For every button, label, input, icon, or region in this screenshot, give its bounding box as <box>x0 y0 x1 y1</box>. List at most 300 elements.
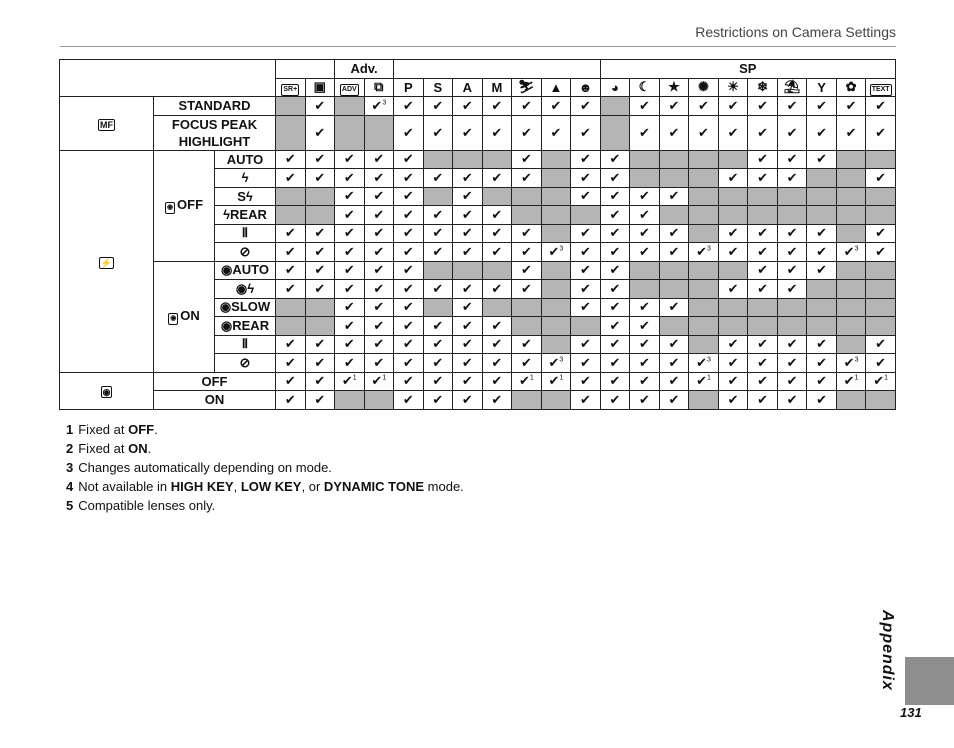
check-icon: ✔ <box>550 124 562 140</box>
check-icon: ✔ <box>461 206 473 222</box>
table-row <box>60 115 896 150</box>
unavailable-cell <box>305 187 335 206</box>
check-icon: ✔ <box>816 124 828 140</box>
available-cell <box>630 372 660 391</box>
check-icon: ✔ <box>757 336 768 352</box>
available-cell <box>836 372 866 391</box>
check-icon: ✔ <box>402 336 414 352</box>
snow-icon-glyph: ❄ <box>757 79 768 95</box>
available-cell <box>276 224 306 243</box>
check-icon: ✔ <box>284 225 296 241</box>
check-icon: ✔ <box>461 299 473 315</box>
check-icon: ✔ <box>373 243 385 259</box>
unavailable-cell <box>305 298 335 317</box>
check-icon: ✔ <box>314 169 326 185</box>
flash-mode-label: ◉AUTO <box>215 261 276 280</box>
check-icon: ✔ <box>639 299 650 315</box>
available-cell <box>600 317 630 336</box>
available-cell <box>571 335 601 354</box>
check-icon: ✔ <box>816 373 828 389</box>
check-icon: ✔ <box>343 151 355 167</box>
check-icon: ✔ <box>402 299 414 315</box>
check-icon: ✔ <box>786 169 798 185</box>
available-cell <box>777 115 807 150</box>
night-icon-glyph: ☾ <box>638 79 651 95</box>
check-icon: ✔ <box>373 206 385 222</box>
restrictions-table <box>59 59 896 410</box>
available-cell <box>689 115 719 150</box>
available-cell <box>777 280 807 299</box>
adv-icon <box>335 78 365 97</box>
sunset-icon-glyph: ☀ <box>727 79 739 95</box>
check-icon: ✔ <box>461 391 473 407</box>
check-icon: ✔ <box>609 354 621 370</box>
available-cell <box>453 97 483 116</box>
available-cell <box>394 317 424 336</box>
available-cell <box>364 372 394 391</box>
check-icon: ✔$^1$ <box>843 373 859 389</box>
available-cell <box>807 391 837 410</box>
unavailable-cell <box>777 206 807 225</box>
check-icon: ✔ <box>668 299 680 315</box>
available-cell <box>630 391 660 410</box>
available-cell <box>689 372 719 391</box>
check-icon: ✔ <box>668 243 680 259</box>
check-icon: ✔ <box>668 391 680 407</box>
available-cell <box>718 115 748 150</box>
available-cell <box>718 224 748 243</box>
flash-mode-label: ◉ϟ <box>215 280 276 299</box>
available-cell <box>335 298 365 317</box>
available-cell <box>453 335 483 354</box>
available-cell <box>689 97 719 116</box>
unavailable-cell <box>836 224 866 243</box>
available-cell <box>394 298 424 317</box>
check-icon: ✔ <box>491 225 503 241</box>
check-icon: ✔ <box>402 373 414 389</box>
check-icon: ✔$^1$ <box>873 373 889 389</box>
unavailable-cell <box>541 280 571 299</box>
unavailable-cell <box>482 298 512 317</box>
unavailable-cell <box>659 150 689 169</box>
footnote-bold: LOW KEY <box>240 479 302 494</box>
available-cell <box>423 317 453 336</box>
available-cell <box>453 243 483 262</box>
check-icon: ✔$^3$ <box>843 243 859 259</box>
available-cell <box>276 391 306 410</box>
check-icon: ✔ <box>461 188 473 204</box>
check-icon: ✔ <box>579 225 591 241</box>
available-cell <box>630 187 660 206</box>
check-icon: ✔ <box>757 243 768 259</box>
check-icon: ✔ <box>639 317 650 333</box>
available-cell <box>364 335 394 354</box>
available-cell <box>394 243 424 262</box>
check-icon: ✔ <box>609 262 621 278</box>
check-icon: ✔ <box>816 151 828 167</box>
check-icon: ✔ <box>491 317 503 333</box>
available-cell <box>453 372 483 391</box>
footnotes <box>66 420 464 515</box>
unavailable-cell <box>689 391 719 410</box>
unavailable-cell <box>807 187 837 206</box>
camera-icon-glyph: ▣ <box>313 79 326 95</box>
check-icon: ✔ <box>520 336 532 352</box>
check-icon: ✔ <box>609 206 621 222</box>
available-cell <box>335 261 365 280</box>
check-icon: ✔ <box>727 225 739 241</box>
check-icon: ✔ <box>520 169 532 185</box>
check-icon: ✔ <box>284 151 296 167</box>
red-eye-icon: ◉ <box>168 313 178 325</box>
portrait-icon <box>571 78 601 97</box>
available-cell <box>571 150 601 169</box>
check-icon: ✔ <box>579 124 591 140</box>
check-icon: ✔ <box>373 299 385 315</box>
available-cell <box>364 243 394 262</box>
available-cell <box>748 372 778 391</box>
beach-icon-glyph: ⛱ <box>783 79 801 95</box>
check-icon: ✔ <box>343 299 355 315</box>
footnote-text: . <box>154 422 158 437</box>
available-cell <box>305 169 335 188</box>
available-cell <box>748 354 778 373</box>
available-cell <box>807 97 837 116</box>
check-icon: ✔ <box>727 280 739 296</box>
check-icon: ✔ <box>668 336 680 352</box>
available-cell <box>571 187 601 206</box>
page-header: Restrictions on Camera Settings <box>695 24 896 40</box>
check-icon: ✔ <box>786 280 798 296</box>
check-icon: ✔ <box>314 225 326 241</box>
check-icon: ✔$^3$ <box>843 354 859 370</box>
available-cell <box>630 354 660 373</box>
check-icon: ✔ <box>520 124 532 140</box>
night-icon <box>630 78 660 97</box>
available-cell <box>866 372 896 391</box>
available-cell <box>394 372 424 391</box>
available-cell <box>600 243 630 262</box>
available-cell <box>571 243 601 262</box>
unavailable-cell <box>276 97 306 116</box>
footnote-number: 2 <box>66 441 74 456</box>
unavailable-cell <box>512 391 542 410</box>
footnote <box>66 420 464 439</box>
check-icon: ✔ <box>757 151 768 167</box>
unavailable-cell <box>423 150 453 169</box>
check-icon: ✔ <box>432 206 444 222</box>
check-icon: ✔ <box>314 336 326 352</box>
available-cell <box>394 354 424 373</box>
row-label: STANDARD <box>154 97 276 116</box>
available-cell <box>807 261 837 280</box>
unavailable-cell <box>630 261 660 280</box>
unavailable-cell <box>689 224 719 243</box>
check-icon: ✔$^1$ <box>341 373 357 389</box>
available-cell <box>482 372 512 391</box>
check-icon: ✔ <box>491 280 503 296</box>
unavailable-cell <box>541 261 571 280</box>
check-icon: ✔ <box>373 280 385 296</box>
night-tripod-icon-glyph: ★ <box>668 79 680 95</box>
footnote-ref: 3 <box>559 356 564 364</box>
unavailable-cell <box>423 261 453 280</box>
available-cell <box>512 169 542 188</box>
check-icon: ✔ <box>639 97 650 113</box>
available-cell <box>836 354 866 373</box>
check-icon: ✔ <box>757 391 768 407</box>
available-cell <box>600 187 630 206</box>
check-icon: ✔ <box>520 243 532 259</box>
available-cell <box>541 372 571 391</box>
check-icon: ✔ <box>579 373 591 389</box>
available-cell <box>394 150 424 169</box>
check-icon: ✔ <box>461 225 473 241</box>
check-icon: ✔ <box>639 354 650 370</box>
available-cell <box>276 169 306 188</box>
check-icon: ✔ <box>284 336 296 352</box>
available-cell <box>866 97 896 116</box>
available-cell <box>600 224 630 243</box>
check-icon: ✔ <box>520 262 532 278</box>
check-icon: ✔ <box>668 373 680 389</box>
check-icon: ✔ <box>520 151 532 167</box>
footnote-ref: 1 <box>884 374 889 382</box>
available-cell <box>777 97 807 116</box>
available-cell <box>866 224 896 243</box>
available-cell <box>689 243 719 262</box>
header-blank <box>276 60 335 79</box>
footnote-bold: DYNAMIC TONE <box>323 479 425 494</box>
available-cell <box>364 280 394 299</box>
unavailable-cell <box>276 206 306 225</box>
unavailable-cell <box>659 317 689 336</box>
available-cell <box>748 224 778 243</box>
portrait-enhance-icon-glyph: ◕ <box>611 79 619 95</box>
check-icon: ✔ <box>757 97 768 113</box>
check-icon: ✔ <box>491 243 503 259</box>
available-cell <box>305 372 335 391</box>
check-icon: ✔ <box>520 225 532 241</box>
check-icon: ✔$^1$ <box>696 373 711 389</box>
available-cell <box>659 187 689 206</box>
footnote-ref: 3 <box>854 245 859 253</box>
available-cell <box>807 372 837 391</box>
available-cell <box>512 97 542 116</box>
footnote <box>66 439 464 458</box>
fireworks-icon <box>689 78 719 97</box>
available-cell <box>335 280 365 299</box>
available-cell <box>276 335 306 354</box>
available-cell <box>571 354 601 373</box>
table-row <box>60 150 896 169</box>
available-cell <box>276 280 306 299</box>
mode-p: P <box>394 78 424 97</box>
check-icon: ✔ <box>343 262 355 278</box>
snow-icon <box>748 78 778 97</box>
available-cell <box>512 261 542 280</box>
footnote-bold: OFF <box>128 422 155 437</box>
available-cell <box>364 169 394 188</box>
available-cell <box>364 97 394 116</box>
available-cell <box>335 187 365 206</box>
check-icon: ✔ <box>727 354 739 370</box>
mode-s: S <box>423 78 453 97</box>
unavailable-cell <box>541 335 571 354</box>
footnote-ref: 1 <box>707 374 711 382</box>
footnote-ref: 3 <box>854 356 859 364</box>
check-icon: ✔ <box>639 243 650 259</box>
available-cell <box>571 97 601 116</box>
available-cell <box>482 317 512 336</box>
available-cell <box>276 261 306 280</box>
footnote-ref: 3 <box>559 245 564 253</box>
flash-icon <box>60 150 154 372</box>
check-icon: ✔ <box>639 336 650 352</box>
unavailable-cell <box>630 150 660 169</box>
available-cell <box>866 169 896 188</box>
available-cell <box>600 335 630 354</box>
available-cell <box>305 97 335 116</box>
footnote-ref: 1 <box>382 374 387 382</box>
available-cell <box>571 391 601 410</box>
check-icon: ✔ <box>343 317 355 333</box>
available-cell <box>453 391 483 410</box>
check-icon: ✔ <box>461 373 473 389</box>
unavailable-cell <box>807 206 837 225</box>
available-cell <box>305 115 335 150</box>
unavailable-cell <box>718 261 748 280</box>
check-icon: ✔ <box>432 97 444 113</box>
unavailable-cell <box>748 298 778 317</box>
available-cell <box>571 169 601 188</box>
available-cell <box>836 97 866 116</box>
available-cell <box>689 354 719 373</box>
check-icon: ✔ <box>461 354 473 370</box>
table-row <box>60 391 896 410</box>
check-icon: ✔ <box>432 373 444 389</box>
check-icon: ✔ <box>314 354 326 370</box>
check-icon: ✔ <box>314 262 326 278</box>
flash-icon-glyph: ⚡ <box>100 257 113 268</box>
available-cell <box>659 391 689 410</box>
available-cell <box>423 243 453 262</box>
available-cell <box>423 335 453 354</box>
available-cell <box>364 187 394 206</box>
check-icon: ✔ <box>727 373 739 389</box>
check-icon: ✔ <box>786 373 798 389</box>
check-icon: ✔ <box>786 262 798 278</box>
check-icon: ✔ <box>639 225 650 241</box>
check-icon: ✔ <box>432 317 444 333</box>
footnote <box>66 477 464 496</box>
available-cell <box>423 280 453 299</box>
available-cell <box>512 150 542 169</box>
check-icon: ✔ <box>816 97 828 113</box>
available-cell <box>866 115 896 150</box>
available-cell <box>423 224 453 243</box>
check-icon: ✔ <box>491 391 503 407</box>
available-cell <box>364 150 394 169</box>
available-cell <box>866 335 896 354</box>
available-cell <box>453 280 483 299</box>
available-cell <box>305 243 335 262</box>
check-icon: ✔ <box>698 97 709 113</box>
unavailable-cell <box>836 280 866 299</box>
unavailable-cell <box>276 298 306 317</box>
unavailable-cell <box>659 261 689 280</box>
available-cell <box>423 115 453 150</box>
available-cell <box>630 206 660 225</box>
unavailable-cell <box>777 187 807 206</box>
available-cell <box>512 372 542 391</box>
unavailable-cell <box>748 317 778 336</box>
check-icon: ✔ <box>284 169 296 185</box>
check-icon: ✔$^3$ <box>371 97 387 113</box>
available-cell <box>305 224 335 243</box>
check-icon: ✔ <box>373 354 385 370</box>
unavailable-cell <box>777 317 807 336</box>
check-icon: ✔ <box>786 391 798 407</box>
unavailable-cell <box>482 150 512 169</box>
header-sp: SP <box>600 60 895 79</box>
available-cell <box>748 261 778 280</box>
unavailable-cell <box>866 261 896 280</box>
check-icon: ✔ <box>786 97 798 113</box>
appendix-tab-label: Appendix <box>879 610 896 691</box>
check-icon: ✔ <box>579 169 591 185</box>
available-cell <box>777 335 807 354</box>
check-icon: ✔ <box>284 373 296 389</box>
check-icon: ✔ <box>757 354 768 370</box>
available-cell <box>453 187 483 206</box>
unavailable-cell <box>748 187 778 206</box>
red-eye-sub-off <box>154 150 215 261</box>
check-icon: ✔ <box>343 225 355 241</box>
available-cell <box>836 243 866 262</box>
check-icon: ✔ <box>402 262 414 278</box>
available-cell <box>600 206 630 225</box>
available-cell <box>630 115 660 150</box>
check-icon: ✔ <box>579 262 591 278</box>
unavailable-cell <box>659 280 689 299</box>
available-cell <box>571 261 601 280</box>
available-cell <box>512 243 542 262</box>
available-cell <box>423 391 453 410</box>
available-cell <box>807 354 837 373</box>
landscape-icon <box>541 78 571 97</box>
unavailable-cell <box>630 169 660 188</box>
available-cell <box>394 335 424 354</box>
check-icon: ✔ <box>757 225 768 241</box>
available-cell <box>866 354 896 373</box>
available-cell <box>541 243 571 262</box>
check-icon: ✔ <box>432 391 444 407</box>
unavailable-cell <box>689 206 719 225</box>
check-icon: ✔ <box>668 124 680 140</box>
check-icon: ✔ <box>875 169 887 185</box>
unavailable-cell <box>659 206 689 225</box>
available-cell <box>659 115 689 150</box>
footnote-ref: 1 <box>529 374 534 382</box>
adv-icon-glyph: ADV <box>340 84 359 96</box>
available-cell <box>807 224 837 243</box>
check-icon: ✔ <box>757 373 768 389</box>
available-cell <box>807 150 837 169</box>
check-icon: ✔ <box>816 391 828 407</box>
check-icon: ✔ <box>343 243 355 259</box>
table-row <box>60 261 896 280</box>
